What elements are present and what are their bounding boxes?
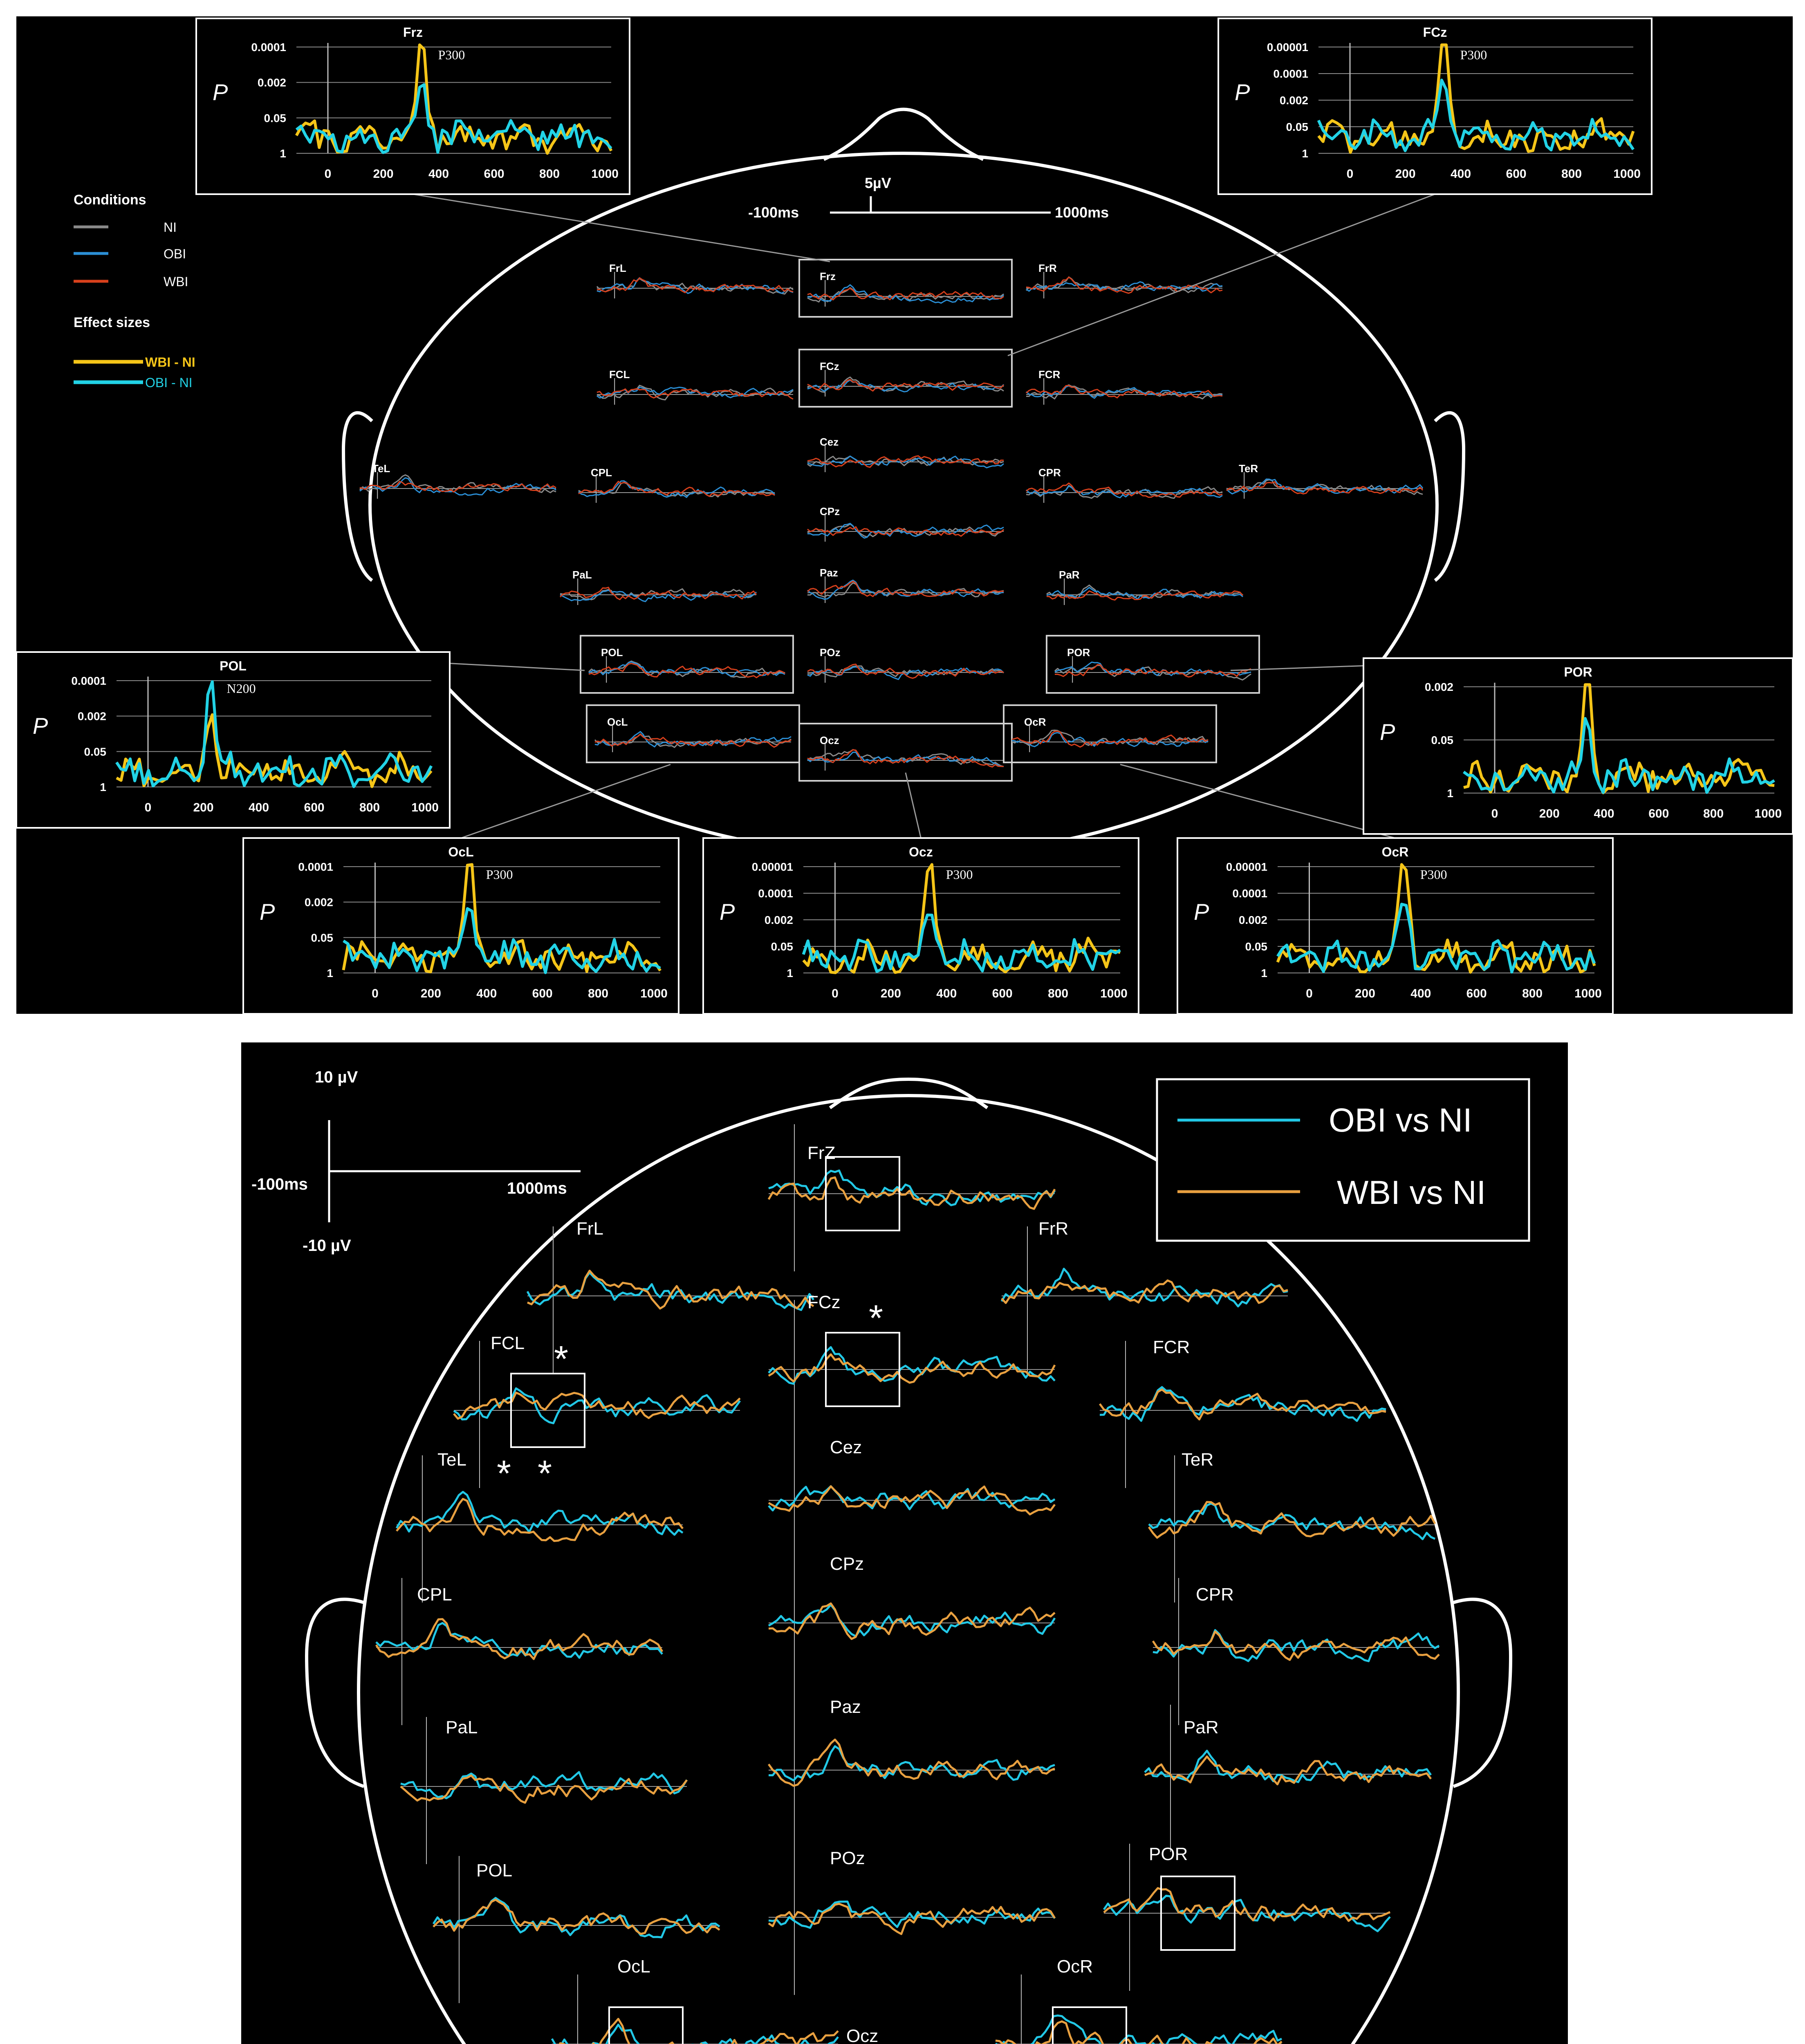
legend-conditions-title: Conditions bbox=[74, 192, 146, 208]
inset-xtick: 1000 bbox=[640, 987, 668, 1000]
electrode-b-ocl bbox=[552, 1957, 838, 2044]
inset-xtick: 600 bbox=[1466, 987, 1487, 1000]
inset-ytick: 0.002 bbox=[764, 914, 793, 926]
electrode-a-fcr bbox=[1026, 368, 1222, 405]
electrode-a-label: CPR bbox=[1038, 466, 1061, 479]
inset-pol bbox=[16, 652, 450, 828]
inset-ytick: 0.002 bbox=[77, 710, 106, 723]
inset-xtick: 200 bbox=[1395, 167, 1416, 181]
scale-b-t-end: 1000ms bbox=[507, 1179, 567, 1197]
electrode-a-frl-series-1 bbox=[597, 278, 793, 294]
electrode-a-paz-series-2 bbox=[807, 581, 1004, 596]
electrode-b-tel bbox=[397, 1450, 683, 1602]
scale-amp: 5µV bbox=[865, 175, 891, 191]
electrode-a-ocl bbox=[587, 705, 799, 762]
inset-xtick: 1000 bbox=[411, 801, 439, 814]
inset-xtick: 600 bbox=[484, 167, 505, 181]
electrode-a-label: FCz bbox=[820, 360, 839, 372]
electrode-a-label: Ocz bbox=[820, 734, 839, 746]
legend-b-wbi-label: WBI vs NI bbox=[1337, 1174, 1486, 1211]
electrode-b-tel-series-0 bbox=[397, 1492, 683, 1535]
legend-b bbox=[1157, 1079, 1529, 1241]
electrode-b-label: FCL bbox=[491, 1333, 525, 1353]
scale-b-amp-pos: 10 µV bbox=[315, 1068, 358, 1086]
electrode-a-poz bbox=[807, 646, 1004, 683]
electrode-b-cpr bbox=[1153, 1578, 1439, 1725]
electrode-a-label: Paz bbox=[820, 567, 838, 579]
panel-a-figure bbox=[16, 16, 1793, 1014]
electrode-a-label: FrR bbox=[1038, 262, 1057, 274]
electrode-a-pal bbox=[560, 569, 756, 605]
electrode-a-label: Cez bbox=[820, 436, 839, 448]
electrode-a-fcz bbox=[799, 350, 1012, 407]
connector-ocr bbox=[1120, 764, 1395, 838]
electrode-a-ocl-series-1 bbox=[595, 732, 791, 747]
electrode-a-ocr bbox=[1004, 705, 1216, 762]
inset-component-label: P300 bbox=[1460, 47, 1487, 62]
inset-xtick: 200 bbox=[373, 167, 394, 181]
electrode-a-label: OcL bbox=[607, 716, 628, 728]
scale-t-end: 1000ms bbox=[1055, 204, 1109, 221]
legend-wbi-label: WBI bbox=[164, 274, 188, 289]
electrode-a-frz bbox=[799, 260, 1012, 317]
inset-title: Ocz bbox=[909, 845, 933, 859]
significance-star: * bbox=[554, 1339, 569, 1380]
electrode-b-ocr bbox=[996, 1957, 1282, 2044]
electrode-b-frl-series-1 bbox=[527, 1271, 814, 1309]
electrode-b-frl bbox=[527, 1219, 814, 1374]
inset-ytick: 0.05 bbox=[264, 112, 286, 125]
electrode-b-label: FCR bbox=[1153, 1337, 1190, 1357]
electrode-a-box bbox=[799, 350, 1012, 407]
inset-p-label: P bbox=[260, 899, 275, 925]
inset-ytick: 0.05 bbox=[771, 940, 793, 953]
inset-xtick: 0 bbox=[144, 801, 152, 814]
electrode-a-frz-series-1 bbox=[807, 285, 1004, 303]
electrode-a-cpl bbox=[578, 466, 775, 503]
inset-p-label: P bbox=[1235, 79, 1250, 105]
inset-p-label: P bbox=[1380, 719, 1395, 745]
electrode-b-poz-series-1 bbox=[769, 1904, 1055, 1934]
electrode-a-ter bbox=[1227, 462, 1423, 499]
inset-ytick: 0.0001 bbox=[298, 861, 333, 873]
electrode-b-cpz bbox=[769, 1553, 1055, 1701]
electrode-a-box bbox=[799, 724, 1012, 781]
electrode-b-label: POz bbox=[830, 1848, 865, 1868]
electrode-b-pal bbox=[401, 1717, 687, 1864]
electrode-a-label: CPL bbox=[591, 466, 612, 479]
inset-ocl bbox=[243, 838, 679, 1014]
electrode-b-label: FrL bbox=[576, 1219, 603, 1239]
electrode-b-par bbox=[1145, 1705, 1431, 1852]
electrode-a-label: OcR bbox=[1024, 716, 1046, 728]
inset-ytick: 0.05 bbox=[1431, 734, 1453, 746]
electrode-a-por bbox=[1047, 636, 1259, 693]
electrode-b-label: TeR bbox=[1182, 1450, 1214, 1470]
significance-star: * bbox=[497, 1453, 511, 1494]
panel-b bbox=[241, 1042, 1568, 2044]
electrode-traces-b bbox=[376, 1124, 1439, 2044]
inset-xtick: 200 bbox=[420, 987, 441, 1000]
electrode-a-frr bbox=[1026, 262, 1222, 298]
electrode-b-fcz-series-1 bbox=[769, 1354, 1055, 1383]
electrode-b-paz bbox=[769, 1697, 1055, 1848]
inset-xtick: 1000 bbox=[1613, 167, 1641, 181]
electrode-a-box bbox=[799, 260, 1012, 317]
inset-xtick: 200 bbox=[880, 987, 901, 1000]
electrode-a-frl bbox=[597, 262, 793, 298]
electrode-b-label: CPL bbox=[417, 1585, 452, 1605]
electrode-a-label: CPz bbox=[820, 505, 840, 518]
legend-ni-label: NI bbox=[164, 220, 177, 235]
electrode-a-cpl-series-1 bbox=[578, 481, 775, 497]
electrode-b-label: CPz bbox=[830, 1554, 864, 1574]
electrode-a-label: TeR bbox=[1239, 462, 1258, 475]
electrode-b-label: FCz bbox=[807, 1292, 841, 1312]
electrode-b-ocl-series-1 bbox=[552, 2019, 838, 2044]
inset-xtick: 1000 bbox=[1100, 987, 1128, 1000]
electrode-a-ocz bbox=[799, 724, 1012, 781]
inset-xtick: 200 bbox=[193, 801, 214, 814]
inset-fcz bbox=[1218, 18, 1652, 194]
electrode-a-box bbox=[581, 636, 793, 693]
inset-xtick: 1000 bbox=[591, 167, 619, 181]
electrode-b-label: Ocz bbox=[846, 2026, 879, 2044]
electrode-a-box bbox=[1004, 705, 1216, 762]
inset-p-label: P bbox=[1194, 899, 1209, 925]
electrode-b-label: PaL bbox=[446, 1717, 478, 1737]
inset-ytick: 1 bbox=[100, 781, 106, 793]
inset-xtick: 400 bbox=[1410, 987, 1431, 1000]
scale-b-amp-neg: -10 µV bbox=[303, 1237, 351, 1255]
inset-xtick: 600 bbox=[1648, 807, 1669, 820]
inset-ytick: 0.05 bbox=[1245, 940, 1267, 953]
electrode-b-pol bbox=[433, 1856, 720, 2003]
electrode-b-label: OcL bbox=[617, 1957, 650, 1977]
inset-ytick: 0.00001 bbox=[1226, 861, 1267, 873]
inset-title: POL bbox=[220, 659, 247, 673]
inset-xtick: 0 bbox=[1491, 807, 1498, 820]
inset-xtick: 800 bbox=[1703, 807, 1724, 820]
electrode-b-tel-series-1 bbox=[397, 1499, 683, 1541]
electrode-traces-a bbox=[360, 260, 1423, 781]
electrode-a-tel-series-0 bbox=[360, 475, 556, 493]
inset-ytick: 1 bbox=[1447, 787, 1453, 800]
electrode-a-label: POz bbox=[820, 646, 841, 659]
scale-b-t-start: -100ms bbox=[251, 1175, 308, 1193]
inset-ytick: 0.00001 bbox=[1267, 41, 1308, 54]
legend-obi-ni-label: OBI - NI bbox=[145, 375, 193, 390]
inset-xtick: 800 bbox=[1522, 987, 1543, 1000]
inset-xtick: 600 bbox=[532, 987, 553, 1000]
inset-xtick: 400 bbox=[249, 801, 269, 814]
electrode-b-label: Paz bbox=[830, 1697, 861, 1717]
inset-xtick: 400 bbox=[1594, 807, 1614, 820]
inset-component-label: N200 bbox=[226, 681, 256, 696]
inset-ytick: 1 bbox=[787, 967, 793, 979]
electrode-b-label: FrZ bbox=[807, 1143, 836, 1163]
electrode-b-label: OcR bbox=[1057, 1957, 1093, 1977]
inset-title: POR bbox=[1564, 665, 1592, 679]
inset-ytick: 1 bbox=[1261, 967, 1267, 979]
inset-ocz bbox=[703, 838, 1139, 1014]
electrode-b-frr bbox=[1002, 1219, 1288, 1374]
inset-xtick: 400 bbox=[428, 167, 449, 181]
legend-a bbox=[74, 192, 195, 390]
inset-component-label: P300 bbox=[1420, 867, 1447, 882]
inset-xtick: 600 bbox=[304, 801, 325, 814]
panel-a bbox=[16, 16, 1793, 1014]
inset-ocr bbox=[1177, 838, 1613, 1014]
inset-ytick: 0.002 bbox=[1238, 914, 1267, 926]
inset-xtick: 600 bbox=[992, 987, 1013, 1000]
inset-por bbox=[1363, 658, 1793, 834]
legend-wbi-ni-label: WBI - NI bbox=[145, 355, 195, 370]
electrode-b-frr-series-0 bbox=[1002, 1269, 1288, 1307]
inset-ytick: 0.0001 bbox=[1232, 887, 1267, 900]
connector-ocz bbox=[906, 773, 921, 838]
inset-xtick: 800 bbox=[588, 987, 609, 1000]
electrode-a-label: POR bbox=[1067, 646, 1090, 659]
inset-ytick: 0.0001 bbox=[758, 887, 793, 900]
inset-frz bbox=[196, 18, 630, 194]
inset-xtick: 400 bbox=[1451, 167, 1471, 181]
inset-ytick: 1 bbox=[327, 967, 333, 979]
electrode-b-poz bbox=[769, 1848, 1055, 1995]
inset-ytick: 0.05 bbox=[84, 745, 106, 758]
electrode-b-fcr bbox=[1100, 1337, 1386, 1488]
electrode-a-cez bbox=[807, 436, 1004, 472]
inset-xtick: 800 bbox=[359, 801, 380, 814]
inset-title: FCz bbox=[1423, 25, 1447, 40]
electrode-b-label: POL bbox=[476, 1860, 513, 1880]
inset-ytick: 1 bbox=[1302, 147, 1308, 160]
electrode-b-box bbox=[609, 2007, 683, 2044]
electrode-b-frz-series-0 bbox=[769, 1170, 1055, 1205]
electrode-b-label: CPR bbox=[1196, 1585, 1234, 1605]
inset-component-label: P300 bbox=[438, 47, 465, 62]
scale-t-start: -100ms bbox=[748, 204, 799, 221]
electrode-b-ter bbox=[1149, 1450, 1435, 1602]
electrode-b-ocr-series-1 bbox=[996, 2022, 1282, 2044]
scale-bar-b bbox=[251, 1068, 581, 1255]
electrode-a-box bbox=[587, 705, 799, 762]
inset-xtick: 600 bbox=[1506, 167, 1527, 181]
inset-p-label: P bbox=[720, 899, 735, 925]
inset-component-label: P300 bbox=[946, 867, 973, 882]
electrode-a-label: FrL bbox=[609, 262, 626, 274]
electrode-b-cez bbox=[769, 1431, 1055, 1578]
electrode-a-label: FCR bbox=[1038, 368, 1061, 381]
inset-xtick: 0 bbox=[1346, 167, 1354, 181]
inset-ytick: 0.05 bbox=[1286, 121, 1308, 133]
inset-ytick: 0.0001 bbox=[1273, 67, 1308, 80]
inset-title: OcR bbox=[1381, 845, 1409, 859]
p-value-insets bbox=[16, 18, 1793, 1014]
electrode-a-cez-series-0 bbox=[807, 456, 1004, 466]
inset-xtick: 800 bbox=[539, 167, 560, 181]
electrode-a-label: FCL bbox=[609, 368, 630, 381]
inset-xtick: 0 bbox=[1306, 987, 1313, 1000]
electrode-a-pol bbox=[581, 636, 793, 693]
inset-ytick: 1 bbox=[280, 147, 286, 160]
significance-star: * bbox=[869, 1298, 883, 1339]
electrode-a-cpz bbox=[807, 505, 1004, 542]
inset-ytick: 0.05 bbox=[311, 931, 333, 944]
inset-ytick: 0.00001 bbox=[751, 861, 793, 873]
inset-title: Frz bbox=[403, 25, 423, 40]
inset-ytick: 0.002 bbox=[1279, 94, 1308, 107]
electrode-b-frr-series-1 bbox=[1002, 1280, 1288, 1303]
electrode-a-tel bbox=[360, 462, 556, 499]
legend-b-obi-label: OBI vs NI bbox=[1329, 1102, 1472, 1139]
inset-xtick: 800 bbox=[1561, 167, 1582, 181]
inset-xtick: 1000 bbox=[1574, 987, 1602, 1000]
electrode-b-label: POR bbox=[1149, 1844, 1188, 1864]
electrode-b-por bbox=[1104, 1844, 1390, 1991]
electrode-a-cpr bbox=[1026, 466, 1222, 503]
electrode-b-label: Cez bbox=[830, 1437, 862, 1457]
inset-xtick: 400 bbox=[936, 987, 957, 1000]
electrode-a-fcl bbox=[597, 368, 793, 405]
inset-ytick: 0.0001 bbox=[71, 675, 106, 687]
inset-xtick: 0 bbox=[324, 167, 332, 181]
inset-xtick: 200 bbox=[1354, 987, 1375, 1000]
electrode-a-box bbox=[1047, 636, 1259, 693]
inset-xtick: 1000 bbox=[1754, 807, 1782, 820]
inset-p-label: P bbox=[213, 79, 228, 105]
significance-star: * bbox=[538, 1453, 552, 1494]
electrode-b-fcz bbox=[769, 1292, 1055, 1447]
inset-component-label: P300 bbox=[486, 867, 513, 882]
electrode-a-paz bbox=[807, 567, 1004, 603]
inset-xtick: 200 bbox=[1539, 807, 1560, 820]
electrode-b-poz-series-0 bbox=[769, 1902, 1055, 1928]
electrode-b-ter-series-1 bbox=[1149, 1502, 1435, 1537]
inset-xtick: 0 bbox=[832, 987, 839, 1000]
scale-bar-a bbox=[748, 175, 1109, 221]
inset-xtick: 0 bbox=[372, 987, 379, 1000]
electrode-b-cez-series-0 bbox=[769, 1486, 1055, 1511]
head-outline-a bbox=[343, 110, 1464, 857]
electrode-a-label: TeL bbox=[372, 462, 390, 475]
electrode-b-label: FrR bbox=[1038, 1219, 1069, 1239]
electrode-b-ocr-series-0 bbox=[996, 2015, 1282, 2044]
electrode-a-label: POL bbox=[601, 646, 623, 659]
electrode-b-frz bbox=[769, 1124, 1055, 1271]
inset-ytick: 0.002 bbox=[1424, 681, 1453, 693]
electrode-b-label: TeL bbox=[437, 1450, 466, 1470]
electrode-a-label: PaR bbox=[1059, 569, 1080, 581]
electrode-a-label: Frz bbox=[820, 270, 836, 282]
inset-p-label: P bbox=[33, 713, 48, 739]
electrode-b-cpl bbox=[376, 1578, 662, 1725]
inset-ytick: 0.0001 bbox=[251, 41, 286, 54]
inset-ytick: 0.002 bbox=[304, 896, 333, 909]
electrode-b-label: PaR bbox=[1184, 1717, 1219, 1737]
inset-ytick: 0.002 bbox=[257, 76, 286, 89]
electrode-b-fcl-series-0 bbox=[454, 1388, 740, 1423]
inset-xtick: 800 bbox=[1048, 987, 1069, 1000]
electrode-a-label: PaL bbox=[572, 569, 592, 581]
electrode-a-par bbox=[1047, 569, 1243, 605]
legend-effects-title: Effect sizes bbox=[74, 315, 150, 330]
inset-title: OcL bbox=[448, 845, 474, 859]
inset-xtick: 400 bbox=[476, 987, 497, 1000]
legend-obi-label: OBI bbox=[164, 247, 186, 261]
panel-b-figure bbox=[241, 1042, 1568, 2044]
electrode-b-pol-series-0 bbox=[433, 1898, 720, 1937]
